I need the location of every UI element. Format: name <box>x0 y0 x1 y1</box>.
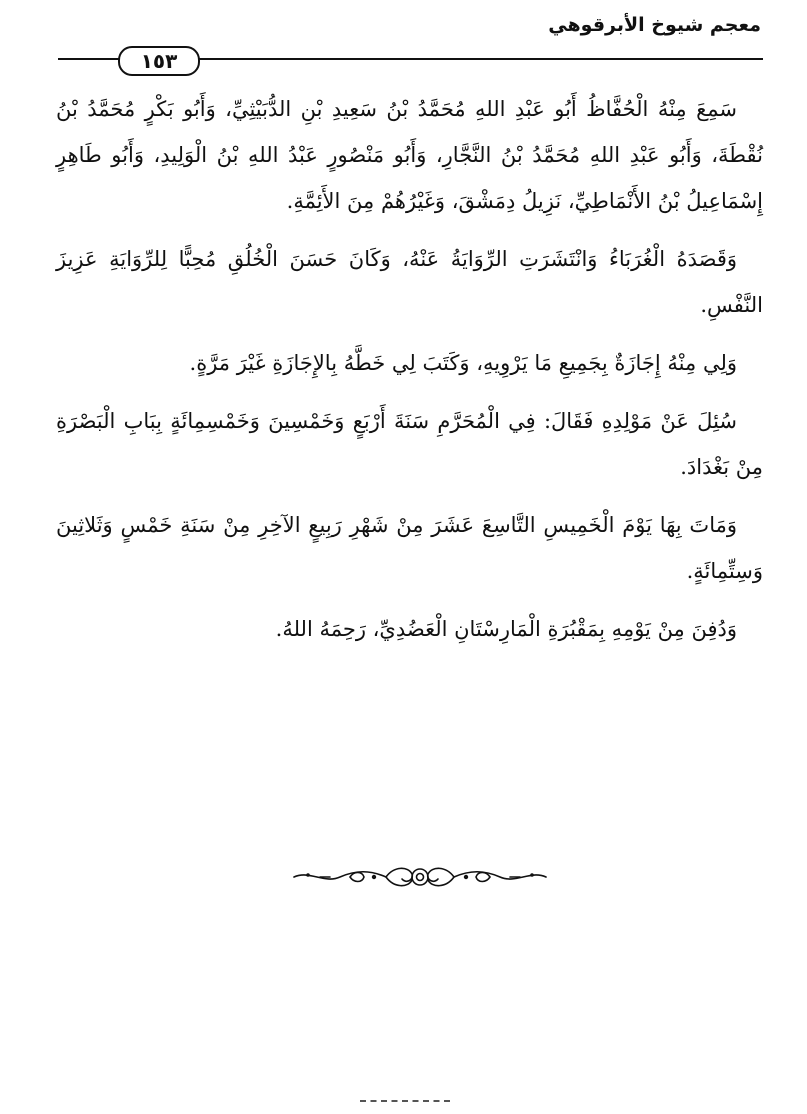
paragraph-birth: سُئِلَ عَنْ مَوْلِدِهِ فَقَالَ: فِي الْمُحَرَّمِ سَنَةَ أَرْبَعٍ وَخَمْسِينَ وَخَمْسِمِائَةٍ بِبَابِ الْبَصْرَةِ مِنْ بَغْدَادَ. <box>56 409 763 479</box>
running-title: معجم شيوخ الأبرقوهي <box>548 14 761 36</box>
paragraph-ijaza: وَلِي مِنْهُ إِجَازَةٌ بِجَمِيعِ مَا يَرْوِيهِ، وَكَتَبَ لِي خَطَّهُ بِالإِجَازَةِ غَيْرَ مَرَّةٍ. <box>189 351 737 375</box>
paragraph-burial: وَدُفِنَ مِنْ يَوْمِهِ بِمَقْبُرَةِ الْمَارِسْتَانِ الْعَضُدِيِّ، رَحِمَهُ اللهُ. <box>275 617 737 641</box>
body-text <box>56 86 763 664</box>
page-number: ١٥٣ <box>118 46 200 76</box>
floral-divider-icon <box>290 862 550 892</box>
paragraph-death: وَمَاتَ بِهَا يَوْمَ الْخَمِيسِ التَّاسِعَ عَشَرَ مِنْ شَهْرِ رَبِيعٍ الآخِرِ مِنْ سَنَةِ خَمْسٍ وَثَلاثِينَ وَسِتِّمِائَةٍ. <box>56 513 763 583</box>
paragraph-reputation: وَقَصَدَهُ الْغُرَبَاءُ وَانْتَشَرَتِ الرِّوَايَةُ عَنْهُ، وَكَانَ حَسَنَ الْخُلُقِ مُحِبًّا لِلرِّوَايَةِ عَزِيزَ النَّفْسِ. <box>56 247 763 317</box>
footer-mark <box>360 1100 450 1102</box>
paragraph-listeners: سَمِعَ مِنْهُ الْحُفَّاظُ أَبُو عَبْدِ اللهِ مُحَمَّدُ بْنُ سَعِيدِ بْنِ الدُّبَيْثِيِّ، وَأَبُو بَكْرٍ مُحَمَّدُ بْنُ نُقْطَةَ، وَأَبُو عَبْدِ اللهِ مُحَمَّدُ بْنُ النَّجَّارِ، وَأَبُو مَنْصُورٍ عَبْدُ اللهِ بْنُ الْوَلِيدِ، وَأَبُو طَاهِرٍ إِسْمَاعِيلُ بْنُ الأَنْمَاطِيِّ، نَزِيلُ دِمَشْقَ، وَغَيْرُهُمْ مِنَ الأَئِمَّةِ. <box>56 97 763 213</box>
